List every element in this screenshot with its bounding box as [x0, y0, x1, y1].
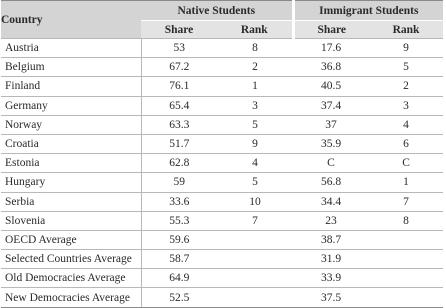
table-body	[1, 39, 443, 308]
cell-native-share: 65.4	[141, 96, 217, 115]
table-header	[1, 1, 443, 39]
cell-immigrant-share: 31.9	[293, 250, 369, 269]
cell-country: Croatia	[1, 134, 141, 153]
header-row-groups	[1, 1, 443, 21]
cell-immigrant-share: 34.4	[293, 192, 369, 211]
cell-country: OECD Average	[1, 230, 141, 249]
cell-native-share: 53	[141, 39, 217, 58]
cell-native-rank: 3	[217, 96, 293, 115]
cell-native-rank: 2	[217, 58, 293, 77]
cell-immigrant-rank: 6	[369, 134, 443, 153]
column-header-native-rank: Rank	[217, 21, 293, 39]
column-header-native-share: Share	[141, 21, 217, 39]
table-row	[1, 173, 443, 192]
cell-native-rank: 8	[217, 39, 293, 58]
table-row	[1, 115, 443, 134]
table-row	[1, 269, 443, 288]
cell-immigrant-share: 37	[293, 115, 369, 134]
data-table	[1, 0, 443, 308]
cell-native-share: 64.9	[141, 269, 217, 288]
cell-native-share: 58.7	[141, 250, 217, 269]
cell-country: Estonia	[1, 154, 141, 173]
cell-country: Old Democracies Average	[1, 269, 141, 288]
cell-immigrant-rank	[369, 269, 443, 288]
table-row	[1, 288, 443, 307]
cell-native-rank	[217, 288, 293, 307]
cell-native-share: 62.8	[141, 154, 217, 173]
cell-native-share: 67.2	[141, 58, 217, 77]
cell-immigrant-share: 33.9	[293, 269, 369, 288]
cell-immigrant-share: 23	[293, 211, 369, 230]
cell-immigrant-rank: 2	[369, 77, 443, 96]
cell-country: Selected Countries Average	[1, 250, 141, 269]
column-header-country: Country	[1, 1, 141, 39]
cell-immigrant-rank: 1	[369, 173, 443, 192]
cell-immigrant-rank: C	[369, 154, 443, 173]
cell-immigrant-share: 56.8	[293, 173, 369, 192]
cell-native-share: 55.3	[141, 211, 217, 230]
cell-immigrant-share: 17.6	[293, 39, 369, 58]
cell-country: Hungary	[1, 173, 141, 192]
cell-native-rank: 4	[217, 154, 293, 173]
cell-immigrant-share: 36.8	[293, 58, 369, 77]
cell-country: Slovenia	[1, 211, 141, 230]
cell-immigrant-share: 37.4	[293, 96, 369, 115]
cell-immigrant-share: 37.5	[293, 288, 369, 307]
cell-native-rank: 9	[217, 134, 293, 153]
cell-country: Austria	[1, 39, 141, 58]
cell-native-share: 63.3	[141, 115, 217, 134]
cell-country: Norway	[1, 115, 141, 134]
table-row	[1, 96, 443, 115]
cell-native-rank: 10	[217, 192, 293, 211]
cell-immigrant-rank	[369, 230, 443, 249]
cell-country: Finland	[1, 77, 141, 96]
table-row	[1, 77, 443, 96]
cell-immigrant-rank: 7	[369, 192, 443, 211]
cell-country: Serbia	[1, 192, 141, 211]
cell-immigrant-rank: 9	[369, 39, 443, 58]
table-row	[1, 154, 443, 173]
cell-native-rank: 5	[217, 115, 293, 134]
cell-immigrant-share: 38.7	[293, 230, 369, 249]
cell-native-share: 59	[141, 173, 217, 192]
cell-native-rank: 5	[217, 173, 293, 192]
cell-immigrant-rank	[369, 288, 443, 307]
cell-native-rank	[217, 269, 293, 288]
cell-native-rank	[217, 250, 293, 269]
cell-native-rank: 7	[217, 211, 293, 230]
column-header-immigrant-rank: Rank	[369, 21, 443, 39]
table-row	[1, 250, 443, 269]
cell-immigrant-rank	[369, 250, 443, 269]
cell-native-share: 51.7	[141, 134, 217, 153]
cell-native-rank: 1	[217, 77, 293, 96]
cell-immigrant-rank: 4	[369, 115, 443, 134]
cell-immigrant-rank: 8	[369, 211, 443, 230]
table-row	[1, 192, 443, 211]
cell-native-rank	[217, 230, 293, 249]
cell-country: New Democracies Average	[1, 288, 141, 307]
table-row	[1, 211, 443, 230]
table-row	[1, 58, 443, 77]
cell-country: Belgium	[1, 58, 141, 77]
column-group-native-students: Native Students	[141, 1, 293, 21]
cell-immigrant-share: 35.9	[293, 134, 369, 153]
cell-native-share: 76.1	[141, 77, 217, 96]
table-row	[1, 230, 443, 249]
cell-country: Germany	[1, 96, 141, 115]
cell-native-share: 33.6	[141, 192, 217, 211]
cell-native-share: 59.6	[141, 230, 217, 249]
column-group-immigrant-students: Immigrant Students	[293, 1, 443, 21]
cell-immigrant-rank: 3	[369, 96, 443, 115]
cell-immigrant-rank: 5	[369, 58, 443, 77]
column-header-immigrant-share: Share	[293, 21, 369, 39]
cell-immigrant-share: 40.5	[293, 77, 369, 96]
table-row	[1, 39, 443, 58]
cell-native-share: 52.5	[141, 288, 217, 307]
table-row	[1, 134, 443, 153]
cell-immigrant-share: C	[293, 154, 369, 173]
